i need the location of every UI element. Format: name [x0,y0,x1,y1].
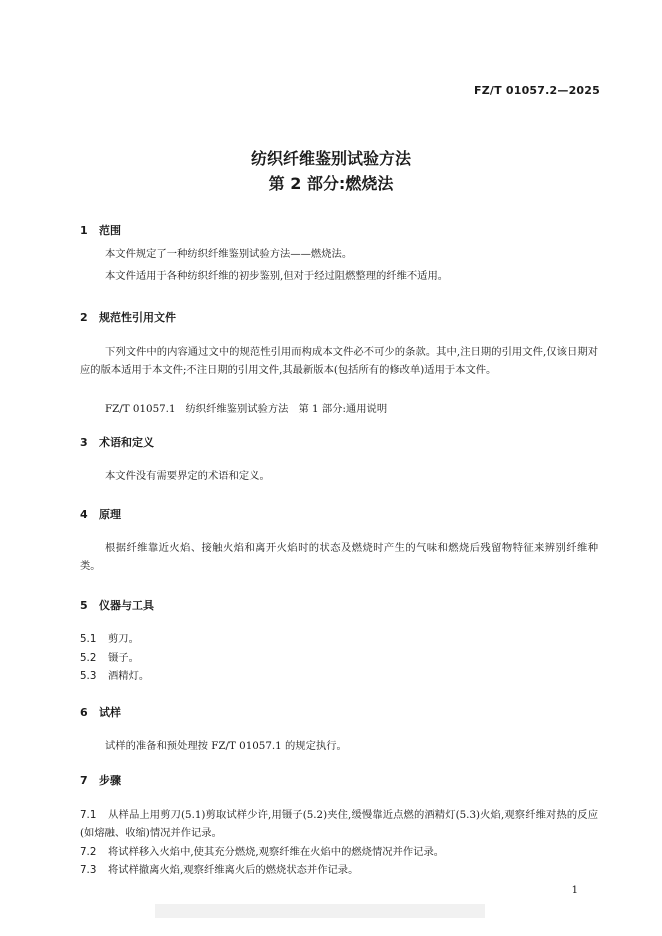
section-7-heading [80,772,121,788]
section-3-heading [80,434,154,450]
item-number: 5.2 [80,652,97,664]
section-number: 2 [80,311,88,324]
paragraph: 本文件规定了一种纺织纤维鉴别试验方法——燃烧法。 [105,248,353,260]
step-item [80,843,598,861]
step-number: 7.3 [80,864,97,876]
section-number: 4 [80,508,88,521]
paragraph: 下列文件中的内容通过文中的规范性引用而构成本文件必不可少的条款。其中,注日期的引用文件,仅该日期对应的版本适用于本文件;不注日期的引用文件,其最新版本(包括所有的修改单)适用于本文件。 [80,346,598,376]
document-title: 纺织纤维鉴别试验方法 [250,149,411,168]
paragraph: 根据纤维靠近火焰、接触火焰和离开火焰时的状态及燃烧时产生的气味和燃烧后残留物特征来辨别纤维种类。 [80,542,598,572]
reference-part: 第 1 部分:通用说明 [298,403,388,415]
reference-code: FZ/T 01057.1 [105,403,176,415]
section-title: 术语和定义 [99,436,154,449]
section-number: 5 [80,599,88,612]
normative-reference [105,400,397,415]
faint-watermark [155,904,485,918]
section-2-heading [80,309,176,325]
section-title: 试样 [99,706,121,719]
section-title: 仪器与工具 [99,599,154,612]
step-text: 将试样移入火焰中,使其充分燃烧,观察纤维在火焰中的燃烧情况并作记录。 [108,846,445,858]
item-number: 5.3 [80,670,97,682]
step-number: 7.2 [80,846,97,858]
section-number: 6 [80,706,88,719]
section-4-heading [80,506,121,522]
step-number: 7.1 [80,809,97,821]
item-number: 5.1 [80,633,97,645]
section-number: 7 [80,774,88,787]
standard-code: FZ/T 01057.2—2025 [474,84,600,97]
section-number: 3 [80,436,88,449]
section-title: 步骤 [99,774,121,787]
section-6-heading [80,704,121,720]
item-text: 镊子。 [108,652,139,664]
document-subtitle: 第 2 部分:燃烧法 [268,174,394,193]
section-title: 范围 [99,224,121,237]
page-number: 1 [571,885,578,896]
step-text: 将试样撤离火焰,观察纤维离火后的燃烧状态并作记录。 [108,864,359,876]
section-title: 原理 [99,508,121,521]
section-5-heading [80,597,154,613]
section-number: 1 [80,224,88,237]
paragraph: 试样的准备和预处理按 FZ/T 01057.1 的规定执行。 [105,740,347,752]
list-item [80,649,139,664]
item-text: 酒精灯。 [108,670,150,682]
list-item [80,667,149,682]
paragraph: 本文件适用于各种纺织纤维的初步鉴别,但对于经过阻燃整理的纤维不适用。 [105,270,449,282]
step-text: 从样品上用剪刀(5.1)剪取试样少许,用镊子(5.2)夹住,缓慢靠近点燃的酒精灯(5.3)火焰,观察纤维对热的反应(如熔融、收缩)情况并作记录。 [80,809,598,839]
section-1-heading [80,222,121,238]
item-text: 剪刀。 [108,633,139,645]
step-item [80,806,598,842]
reference-title: 纺织纤维鉴别试验方法 [185,403,289,415]
paragraph: 本文件没有需要界定的术语和定义。 [105,470,270,482]
step-item [80,861,598,879]
section-title: 规范性引用文件 [99,311,176,324]
list-item [80,630,139,645]
